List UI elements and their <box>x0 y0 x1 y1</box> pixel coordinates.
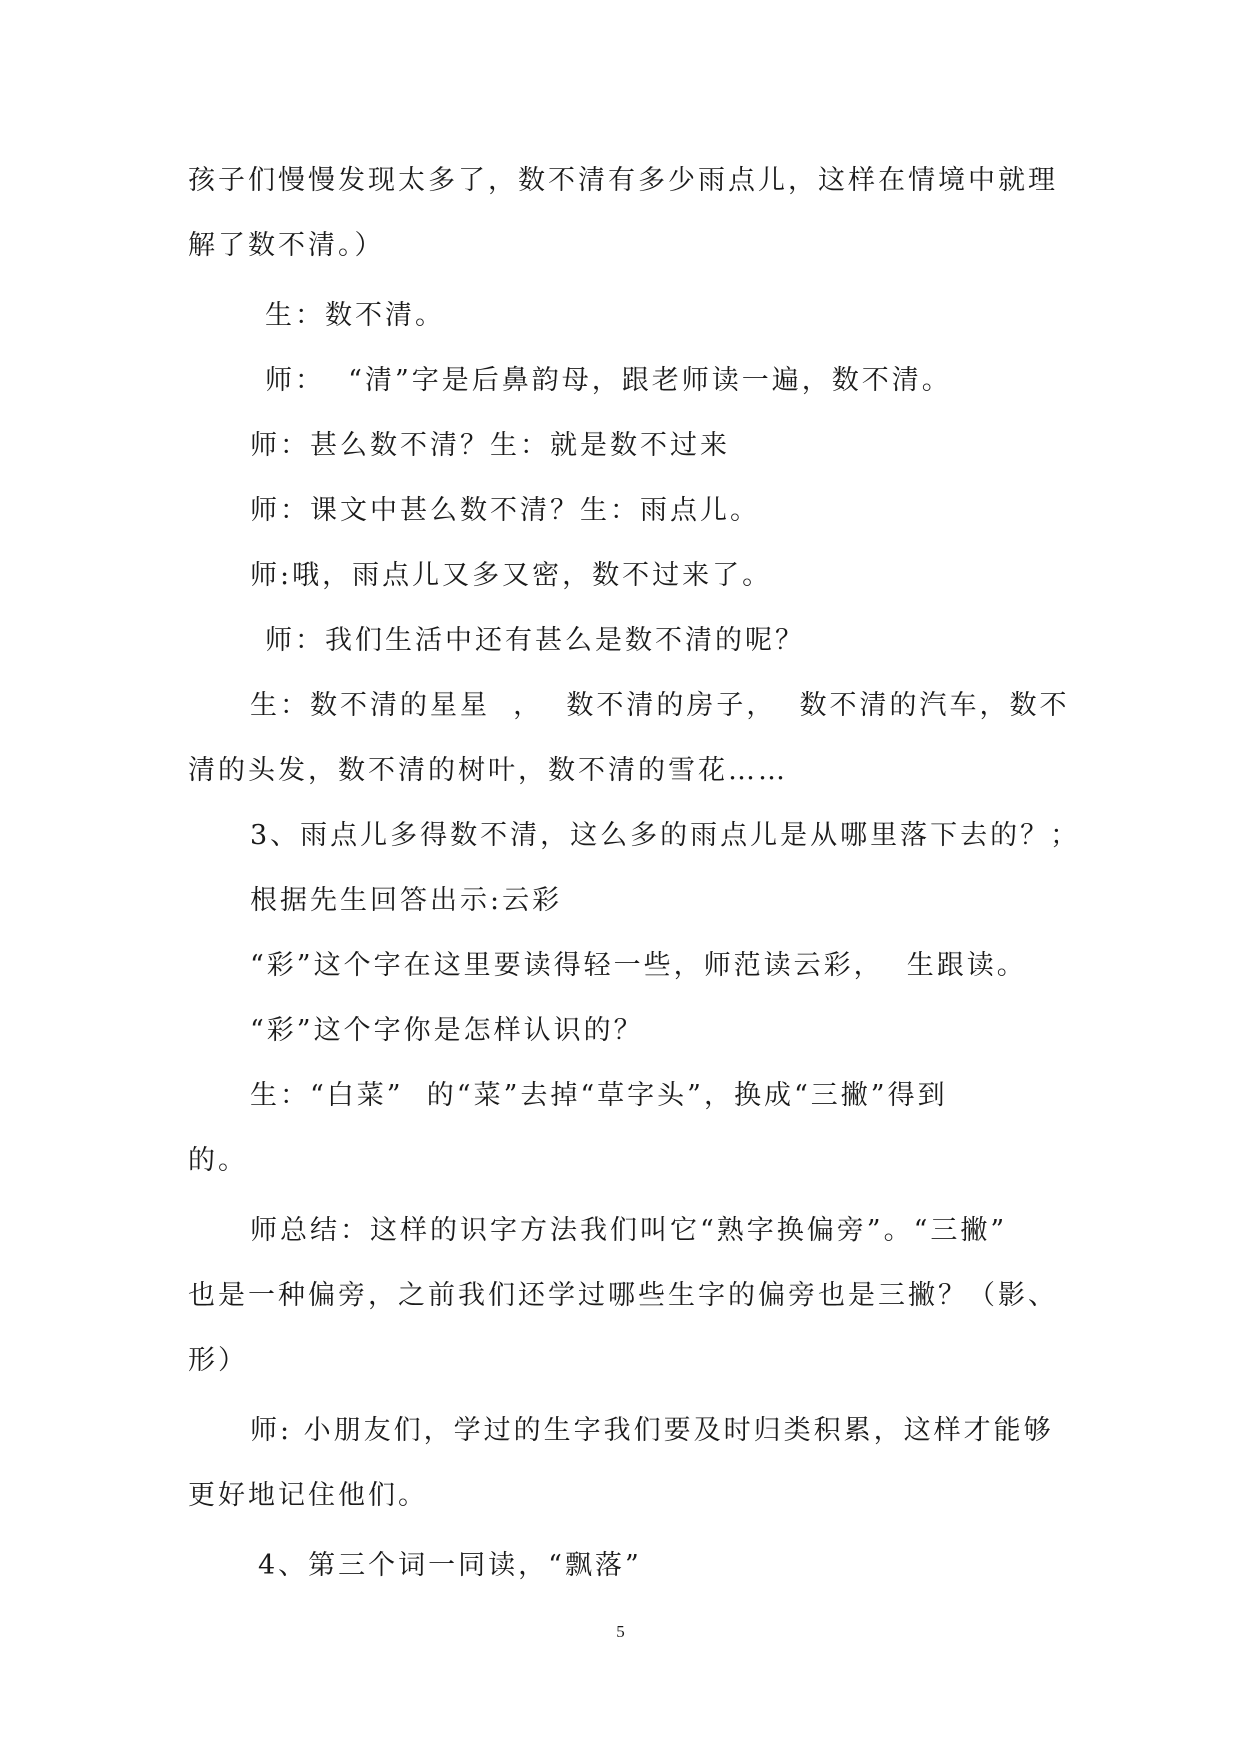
paragraph-line: 根据先生回答出示:云彩 <box>250 885 563 916</box>
page-number: 5 <box>616 1622 625 1641</box>
paragraph-line: 生：数不清的星星 ， 数不清的房子， 数不清的汽车，数不 <box>250 690 1070 721</box>
paragraph-line: 形） <box>188 1345 248 1376</box>
paragraph-line: 3、雨点儿多得数不清，这么多的雨点儿是从哪里落下去的？； <box>250 820 1081 851</box>
paragraph-line: 师:哦，雨点儿又多又密，数不过来了。 <box>250 560 773 591</box>
paragraph-line: 更好地记住他们。 <box>188 1480 428 1511</box>
paragraph-line: “彩”这个字你是怎样认识的？ <box>250 1015 644 1046</box>
paragraph-line: 师： “清”字是后鼻韵母，跟老师读一遍，数不清。 <box>265 365 952 396</box>
paragraph-line: 师总结：这样的识字方法我们叫它“熟字换偏旁”。“三撇” <box>250 1215 1008 1246</box>
paragraph-line: 清的头发，数不清的树叶，数不清的雪花…… <box>188 755 788 786</box>
paragraph-line: 也是一种偏旁，之前我们还学过哪些生字的偏旁也是三撇？（影、 <box>188 1280 1058 1311</box>
paragraph-line: 4、第三个词一同读，“飘落” <box>258 1550 642 1581</box>
paragraph-line: 的。 <box>188 1145 248 1176</box>
paragraph-line: 师：我们生活中还有甚么是数不清的呢？ <box>265 625 805 656</box>
paragraph-line: 师: 小朋友们，学过的生字我们要及时归类积累，这样才能够 <box>250 1415 1054 1446</box>
paragraph-line: 师：课文中甚么数不清？生：雨点儿。 <box>250 495 760 526</box>
paragraph-line: 师：甚么数不清？生：就是数不过来 <box>250 430 730 461</box>
paragraph-line: 解了数不清。） <box>188 230 385 261</box>
paragraph-line: 生：数不清。 <box>265 300 445 331</box>
paragraph-line: 孩子们慢慢发现太多了，数不清有多少雨点儿，这样在情境中就理 <box>188 165 1058 196</box>
paragraph-line: “彩”这个字在这里要读得轻一些，师范读云彩， 生跟读。 <box>250 950 1027 981</box>
paragraph-line: 生：“白菜” 的“菜”去掉“草字头”，换成“三撇”得到 <box>250 1080 948 1111</box>
